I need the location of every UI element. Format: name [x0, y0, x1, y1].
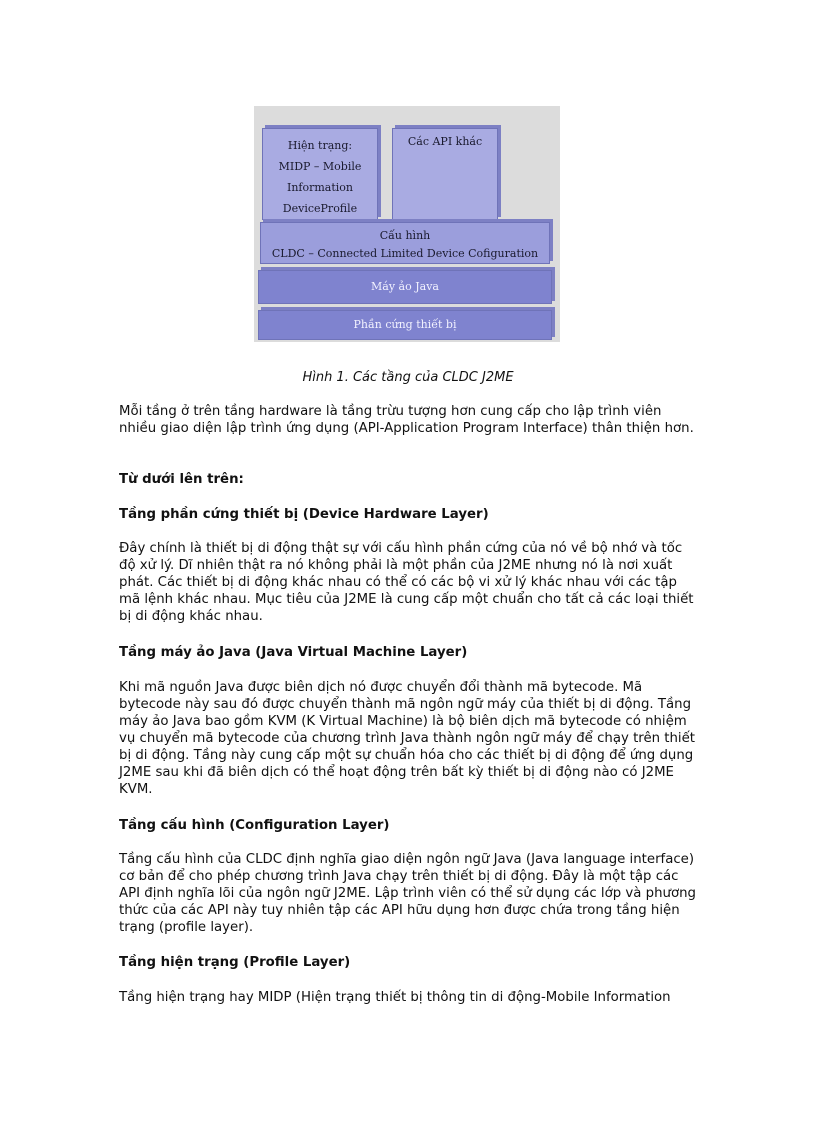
config-line: CLDC – Connected Limited Device Cofiguration — [271, 247, 539, 260]
cldc-layers-diagram — [254, 106, 560, 342]
section-heading: Tầng máy ảo Java (Java Virtual Machine Layer) — [119, 645, 468, 660]
section-body: Tầng cấu hình của CLDC định nghĩa giao diện ngôn ngữ Java (Java language interface) cơ bản để cho phép chương trình Java chạy trên thiết bị di động. Đây là một tập các API định nghĩa lõi của ngôn ngữ J2ME. Lập trình viên có thể sử dụng các lớp và phương thức của các API này tuy nhiên tập các API hữu dụng hơn được chứa trong tầng hiện trạng (profile layer). — [119, 852, 696, 935]
profile-line: Information — [286, 181, 354, 194]
bottom-up-heading: Từ dưới lên trên: — [119, 472, 244, 487]
other-api-label: Các API khác — [407, 135, 483, 148]
configuration-layer-box — [260, 222, 550, 264]
section-body: Đây chính là thiết bị di động thật sự với cấu hình phần cứng của nó về bộ nhớ và tốc độ xử lý. Dĩ nhiên thật ra nó không phải là một phần của J2ME nhưng nó là nơi xuất phát. Các thiết bị di động khác nhau có thể có các bộ vi xử lý khác nhau với các tập mã lệnh khác nhau. Mục tiêu của J2ME là cung cấp một chuẩn cho tất cả các loại thiết bị di động khác nhau. — [119, 541, 694, 624]
profile-line: Hiện trạng: — [287, 139, 353, 152]
section-heading: Tầng phần cứng thiết bị (Device Hardware Layer) — [119, 507, 489, 522]
section-heading: Tầng cấu hình (Configuration Layer) — [119, 818, 390, 833]
profile-line: DeviceProfile — [282, 202, 358, 215]
section-body: Tầng hiện trạng hay MIDP (Hiện trạng thiết bị thông tin di động-Mobile Information — [119, 990, 671, 1005]
config-line: Cấu hình — [379, 229, 431, 242]
jvm-layer-box — [258, 270, 552, 304]
hardware-label: Phần cứng thiết bị — [353, 318, 457, 331]
hardware-layer-box — [258, 310, 552, 340]
jvm-label: Máy ảo Java — [371, 280, 439, 293]
section-heading: Tầng hiện trạng (Profile Layer) — [119, 955, 351, 970]
profile-line: MIDP – Mobile — [278, 160, 362, 173]
figure-caption: Hình 1. Các tầng của CLDC J2ME — [302, 370, 514, 385]
section-body: Khi mã nguồn Java được biên dịch nó được chuyển đổi thành mã bytecode. Mã bytecode này sau đó được chuyển thành mã ngôn ngữ máy của thiết bị di động. Tầng máy ảo Java bao gồm KVM (K Virtual Machine) là bộ biên dịch mã bytecode có nhiệm vụ chuyển mã bytecode của chương trình Java thành ngôn ngữ máy để chạy trên thiết bị di động. Tầng này cung cấp một sự chuẩn hóa cho các thiết bị di động để ứng dụng J2ME sau khi đã biên dịch có thể hoạt động trên bất kỳ thiết bị di động nào có J2ME KVM. — [119, 680, 696, 797]
intro-paragraph — [119, 403, 699, 437]
intro-text: Mỗi tầng ở trên tầng hardware là tầng trừu tượng hơn cung cấp cho lập trình viên nhiều giao diện lập trình ứng dụng (API-Application Program Interface) thân thiện hơn. — [119, 404, 694, 436]
profile-layer-box — [262, 128, 378, 220]
other-api-box — [392, 128, 498, 220]
